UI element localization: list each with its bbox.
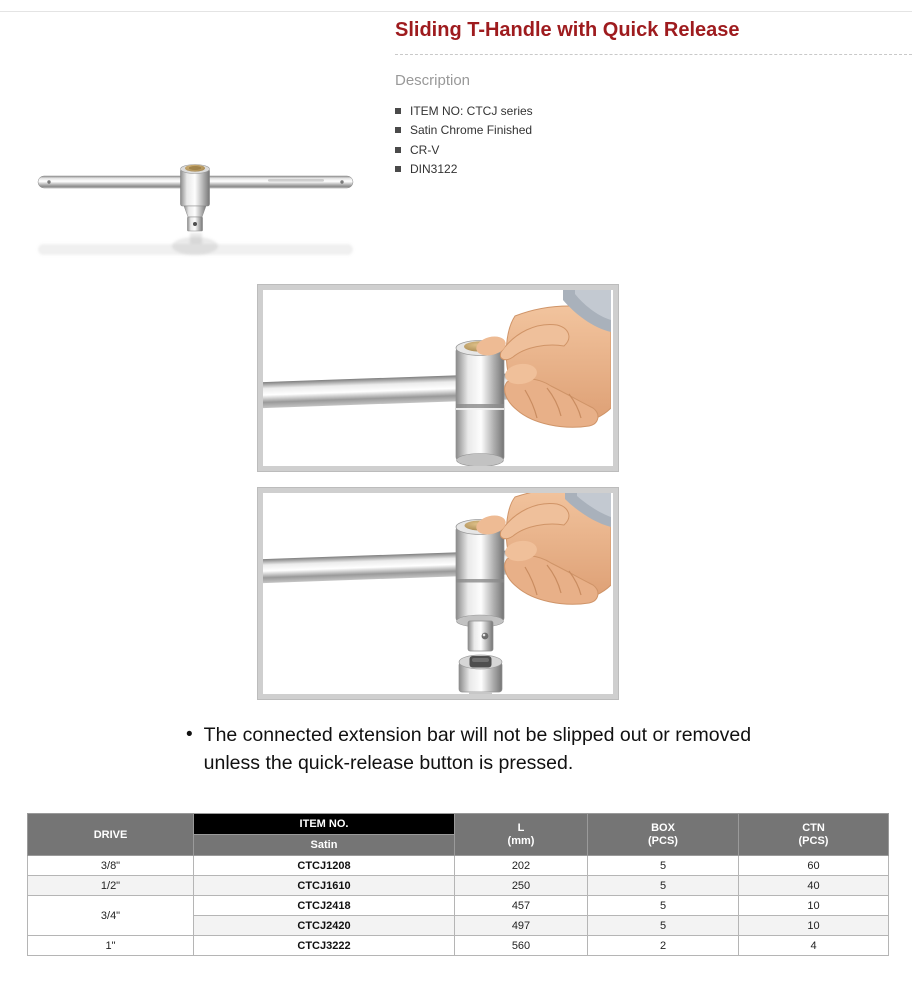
box-qty-cell: 2 [588,936,739,956]
box-qty-cell: 5 [588,876,739,896]
col-box: BOX (PCS) [588,814,739,856]
bullet-icon: • [186,724,193,745]
slider-hub [456,527,504,621]
bar-end-pin [47,180,50,183]
detent-pin [193,222,197,226]
usage-note [186,721,758,777]
spec-row [28,876,889,896]
feature-item [395,140,912,160]
col-item-no: ITEM NO. [194,814,455,835]
detent-ball [482,633,489,640]
drive-size-cell: 3/4" [28,896,194,936]
press-button-photo-image [263,290,611,466]
col-drive: DRIVE [28,814,194,856]
product-info [395,18,912,179]
length-cell: 250 [455,876,588,896]
item-no-cell: CTCJ1610 [194,876,455,896]
t-handle-tool-image [28,146,368,268]
feature-item-label: DIN3122 [410,162,458,177]
slider-hub [181,169,210,206]
feature-item [395,160,912,180]
spec-row [28,896,889,916]
square-bullet-icon [395,147,401,153]
top-divider [0,11,912,12]
spec-row [28,936,889,956]
spec-table [27,813,889,956]
box-qty-cell: 5 [588,856,739,876]
spec-row [28,856,889,876]
box-qty-cell: 5 [588,916,739,936]
socket-release-photo-image [263,493,611,694]
usage-photo-socket-release [258,488,618,699]
ctn-qty-cell: 10 [739,916,889,936]
box-qty-cell: 5 [588,896,739,916]
feature-item-label: CR-V [410,142,440,157]
ctn-qty-cell: 60 [739,856,889,876]
ctn-qty-cell: 10 [739,896,889,916]
feature-item [395,121,912,141]
feature-list [395,101,912,179]
usage-note-text: The connected extension bar will not be slipped out or removed unless the quick-release button is pressed. [203,724,752,774]
col-finish: Satin [194,835,455,856]
drive-size-cell: 1" [28,936,194,956]
usage-photos [258,285,618,716]
square-bullet-icon [395,108,401,114]
drive-size-cell: 3/8" [28,856,194,876]
square-bullet-icon [395,166,401,172]
description-heading: Description [395,72,471,89]
length-cell: 457 [455,896,588,916]
square-drive [468,621,493,651]
col-length: L (mm) [455,814,588,856]
col-ctn: CTN (PCS) [739,814,889,856]
item-no-cell: CTCJ1208 [194,856,455,876]
ctn-qty-cell: 4 [739,936,889,956]
page-title: Sliding T-Handle with Quick Release [395,19,740,41]
item-no-cell: CTCJ2418 [194,896,455,916]
length-cell: 560 [455,936,588,956]
spec-table-header [28,814,889,856]
feature-item-label: ITEM NO: CTCJ series [410,103,533,118]
length-cell: 202 [455,856,588,876]
ctn-qty-cell: 40 [739,876,889,896]
bar-end-pin [340,180,343,183]
dashed-divider [395,54,912,55]
engraving-mark [268,179,324,182]
spec-table-body [28,856,889,956]
square-bullet-icon [395,127,401,133]
item-no-cell: CTCJ2420 [194,916,455,936]
feature-item [395,101,912,121]
reflection [38,233,353,255]
product-photo [28,146,368,268]
item-no-cell: CTCJ3222 [194,936,455,956]
feature-item-label: Satin Chrome Finished [410,123,533,138]
length-cell: 497 [455,916,588,936]
usage-photo-press-button [258,285,618,471]
drive-size-cell: 1/2" [28,876,194,896]
detached-socket [459,655,502,694]
